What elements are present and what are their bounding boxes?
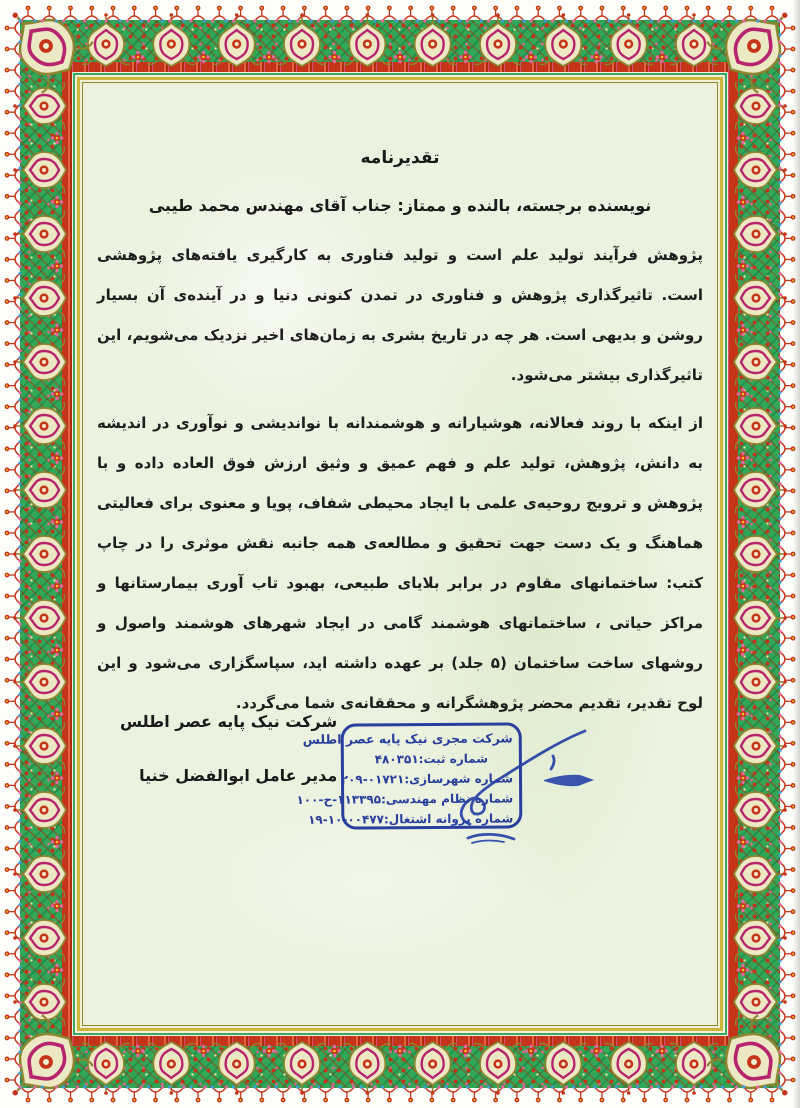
stamp-urbanism-label: شماره شهرسازی: bbox=[404, 771, 514, 787]
stamp-license-number: ۱۹-۱۰-۰۰۴۷۷ bbox=[308, 812, 385, 827]
stamp-registration-label: شماره ثبت: bbox=[418, 751, 489, 767]
stamp-urbanism-line bbox=[340, 768, 514, 789]
stamp-engineering-label: شماره نظام مهندسی: bbox=[380, 791, 514, 807]
issuer-company-name: شرکت نیک پایه عصر اطلس bbox=[120, 712, 338, 731]
body-paragraph-1: پژوهش فرآیند تولید علم است و تولید فناوری به کارگیری یافته‌های پژوهشی است. تاثیرگذاری پژوهش و فناوری در تمدن کنونی دنیا و در آینده‌ی آن بسیار روشن و بدیهی است. هر چه در تاریخ بشری به زمان‌های اخیر نزدیک می‌شویم، این تاثیرگذاری بیشتر می‌شود. bbox=[97, 246, 703, 384]
certificate-body bbox=[97, 145, 703, 731]
certificate-title: تقدیرنامه bbox=[360, 148, 440, 168]
stamp-urbanism-number: ۲۰۹-۰۱۷۲۱ bbox=[340, 772, 405, 787]
stamp-engineering-number: ۱۰۰-ح-۱۱۳۳۹۵ bbox=[296, 792, 382, 807]
stamp-license-label: شماره پروانه اشتغال: bbox=[383, 811, 514, 827]
managing-director-name: مدیر عامل ابوالفضل خنیا bbox=[139, 766, 338, 785]
stamp-engineering-line bbox=[296, 788, 514, 809]
stamp-company-line: شرکت مجری نیک پایه عصر اطلس bbox=[302, 730, 513, 747]
stamp-license-line bbox=[308, 808, 514, 829]
body-paragraph-2: از اینکه با روند فعالانه، هوشیارانه و هوشمندانه با نواندیشی و نوآوری در اندیشه به دانش، پژوهش، تولید علم و فهم عمیق و وثیق ارزش فوق العاده داده و با پژوهش و ترویج روحیه‌ی علمی با ایجاد محیطی شفاف، پویا و معنوی برای فعالیتی هماهنگ و یک دست جهت تحقیق و مطالعه‌ی همه جانبه نقش موثری را در چاپ کتب: ساختمانهای مقاوم در برابر بلایای طبیعی، بهبود تاب آوری بیمارستانها و مراکز حیاتی ، ساختمانهای هوشمند گامی در ایجاد شهرهای هوشمند واصول و روشهای ساخت ساختمان (۵ جلد) بر عهده داشته اید، سپاسگزاری می‌شود و این لوح تقدیر، تقدیم محضر پژوهشگرانه و محققانه‌ی شما می‌گردد. bbox=[97, 414, 703, 712]
stamp-registration-number: ۴۸۰۳۵۱ bbox=[374, 752, 419, 767]
recipient-line: نویسنده برجسته، بالنده و ممتاز: جناب آقای مهندس محمد طیبی bbox=[148, 196, 652, 215]
company-stamp bbox=[296, 722, 523, 829]
stamp-registration-line bbox=[350, 748, 513, 769]
